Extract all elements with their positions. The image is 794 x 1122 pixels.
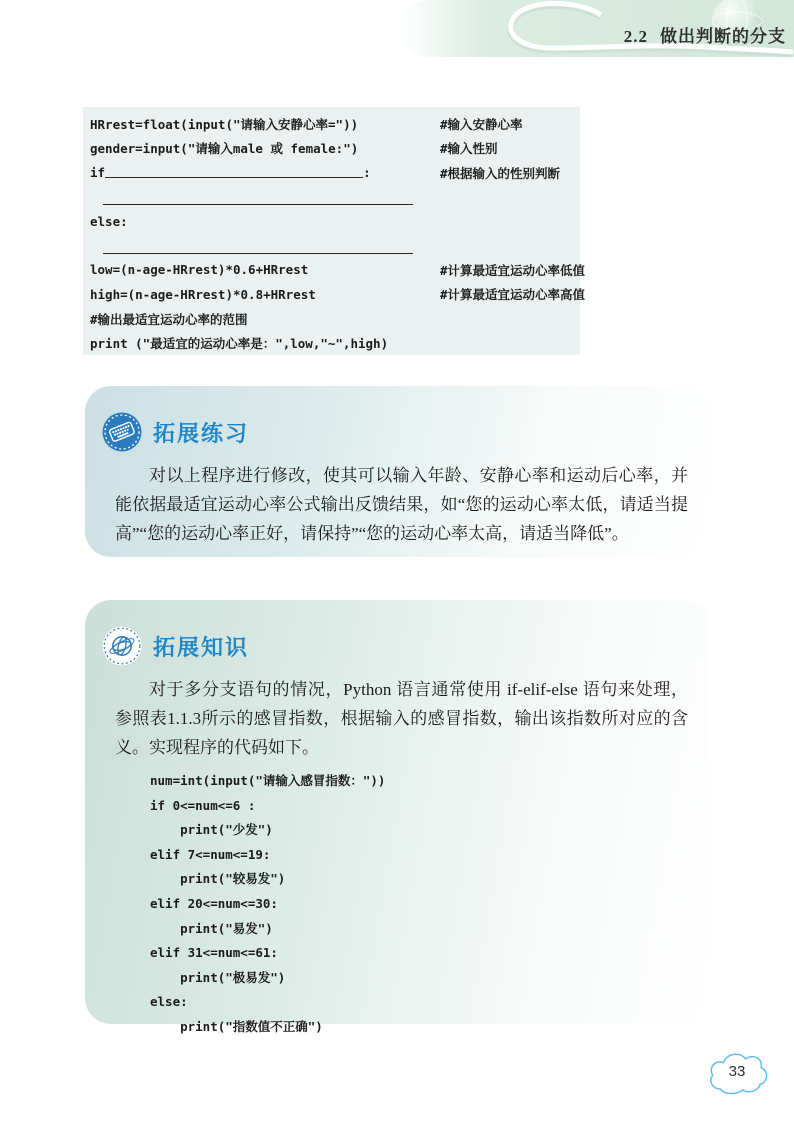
cold-index-code-block [150,769,710,1040]
code-line: print("易发") [150,920,273,936]
code-line: print("指数值不正确") [150,1018,323,1034]
code-line: print("少发") [150,822,273,838]
code-line: elif 31<=num<=61: [150,945,278,961]
knowledge-panel [85,600,710,1034]
blank-answer-row [90,185,580,209]
code-line: elif 20<=num<=30: [150,895,278,911]
knowledge-panel-header [85,600,710,666]
globe-icon [102,626,142,666]
section-heading [624,22,786,47]
blank-answer-line [103,239,413,254]
code-line: if 0<=num<=6 : [150,797,256,813]
section-title-text: 做出判断的分支 [660,27,786,46]
code-line: gender=input("请输入male 或 female:") #输入性别 [90,141,498,157]
knowledge-title: 拓展知识 [153,634,250,660]
practice-panel [85,386,710,557]
code-line-if-blank: if : #根据输入的性别判断 [90,165,561,181]
code-line: else: [90,213,128,229]
code-line: print ("最适宜的运动心率是：",low,"~",high) [90,335,389,351]
code-line: print("较易发") [150,871,286,887]
blank-answer-line [105,163,363,178]
page-number: 33 [728,1063,746,1080]
heart-rate-code-block [83,107,586,355]
blank-answer-line [103,190,413,205]
code-line: print("极易发") [150,969,286,985]
code-line: num=int(input("请输入感冒指数：")) [150,773,386,788]
code-line: elif 7<=num<=19: [150,846,271,862]
code-line: HRrest=float(input("请输入安静心率=")) #输入安静心率 [90,117,523,133]
section-header-banner [399,0,794,57]
code-line: low=(n-age-HRrest)*0.6+HRrest #计算最适宜运动心率低值 [90,262,586,278]
code-line: else: [150,994,188,1010]
practice-title: 拓展练习 [153,420,250,446]
knowledge-body-text: 对于多分支语句的情况，Python 语言通常使用 if-elif-else 语句来处理，参照表1.1.3所示的感冒指数，根据输入的感冒指数，输出该指数所对应的含义。实现程序的代码如下。 [115,680,688,757]
code-line: #输出最适宜运动心率的范围 [90,311,248,327]
section-number: 2.2 [623,27,648,46]
page-number-cloud [706,1050,768,1097]
keyboard-icon [102,412,142,452]
practice-panel-header [85,386,710,452]
practice-body-text: 对以上程序进行修改，使其可以输入年龄、安静心率和运动后心率，并能依据最适宜运动心率公式输出反馈结果，如“您的运动心率太低，请适当提高”“您的运动心率正好，请保持”“您的运动心率太高，请适当降低”。 [115,466,688,543]
code-line: high=(n-age-HRrest)*0.8+HRrest #计算最适宜运动心率高值 [90,286,586,303]
blank-answer-row [90,233,580,257]
